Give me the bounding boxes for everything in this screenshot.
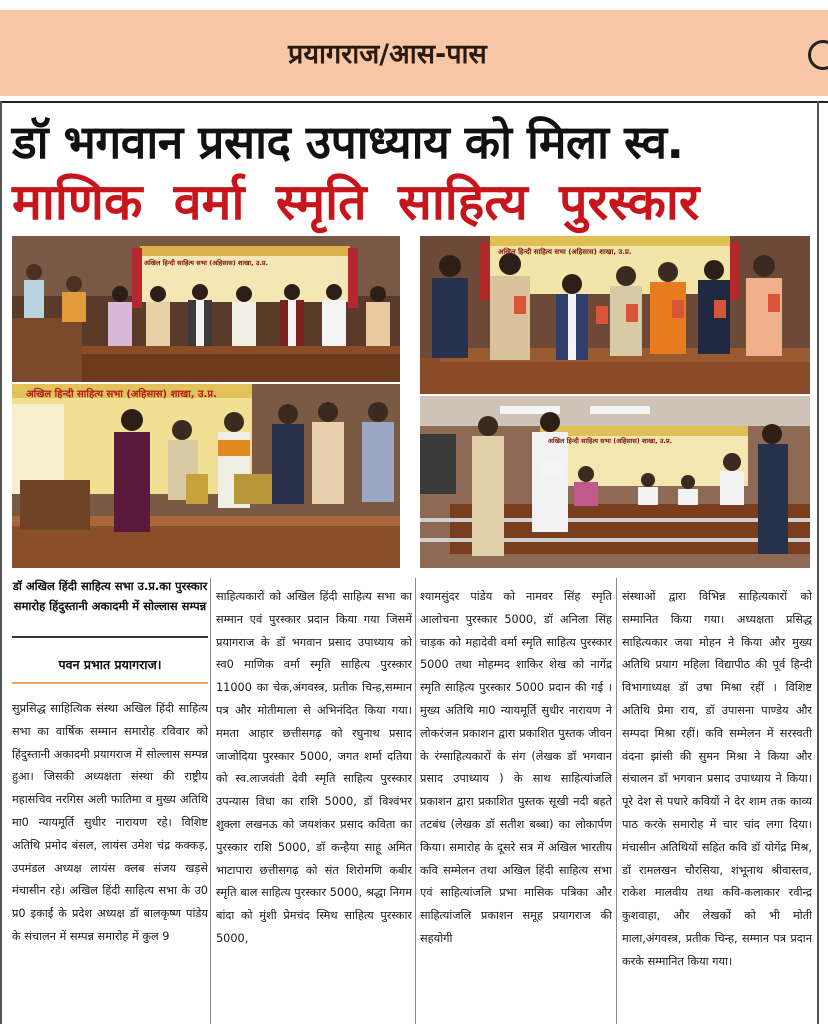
article-column-1: सुप्रसिद्ध साहित्यिक संस्था अखिल हिंदी साहित्य सभा का वार्षिक सम्मान समारोह रविवार को हिंदुस्तानी अकादमी प्रयागराज में सोल्लास सम्पन्न हुआ। जिसकी अध्यक्षता संस्था की राष्ट्रीय महासचिव नरगिस अली फातिमा व मुख्य अतिथि मा0 न्यायमूर्ति सुधीर नारायण रहे। विशिष्ट अतिथि प्रमोद बंसल, लायंस उमेश चंद्र कक्कड़, उपमंडल अध्यक्ष लायंस क्लब संजय खड़से मंचासीन रहे। अखिल हिंदी साहित्य सभा के उ0 प्र0 इकाई के प्रदेश अध्यक्ष डॉ बालकृष्ण पांडेय के संचालन में सम्पन्न समारोह में कुल 9 xyxy=(12,702,208,943)
byline-divider xyxy=(12,682,208,684)
column-divider xyxy=(210,578,211,1024)
column-divider xyxy=(616,578,617,1024)
caption-divider xyxy=(12,636,208,638)
section-header-band xyxy=(0,0,828,100)
article-column-2: साहित्यकारों को अखिल हिंदी साहित्य सभा का सम्मान एवं पुरस्कार प्रदान किया गया जिसमें प्रयागराज के डॉ भगवान प्रसाद उपाध्याय को स्व0 माणिक वर्मा स्मृति साहित्य पुरस्कार 11000 का चेक,अंगवस्त्र, प्रतीक चिन्ह,सम्मान पत्र और मोतीमाला से अभिनंदित किया गया। ममता आहार छत्तीसगढ़ को रघुनाथ प्रसाद जाजोदिया पुरस्कार 5000, जगत शर्मा दतिया को स्व.लाजवंती देवी स्मृति साहित्य पुरस्कार उपन्यास विधा का राशि 5000, डॉ विश्वंभर शुक्ला लखनऊ को जयशंकर प्रसाद कविता का पुरस्कार राशि 5000, डॉ कन्हैया साहू अमित भाटापारा छत्तीसगढ़ को संत शिरोमणि कबीर स्मृति बाल साहित्य पुरस्कार 5000, श्रद्धा निगम बांदा को मुंशी प्रेमचंद स्मिथ साहित्य पुरस्कार 5000, xyxy=(216,590,412,945)
photo-certificate-handover xyxy=(420,396,810,568)
photo-book-release xyxy=(420,236,810,394)
byline: पवन प्रभात प्रयागराज। xyxy=(58,657,162,672)
headline-line-2: माणिक वर्मा स्मृति साहित्य पुरस्कार xyxy=(12,173,700,231)
photo-award-ceremony-stage xyxy=(12,236,400,382)
photo-plaque-presentation xyxy=(12,384,400,568)
photo-caption: डॉ अखिल हिंदी साहित्य सभा उ.प्र.का पुरस्कार समारोह हिंदुस्तानी अकादमी में सोल्लास सम्पन्न xyxy=(12,579,208,613)
column-divider xyxy=(415,578,416,1024)
banner-text: अखिल हिन्दी साहित्य सभा (अहिसास) शाखा, उ.प्र. xyxy=(548,437,673,445)
article-column-3: श्यामसुंदर पांडेय को नामवर सिंह स्मृति आलोचना पुरस्कार 5000, डॉ अनिला सिंह चाड़क को महादेवी वर्मा स्मृति साहित्य पुरस्कार 5000 तथा मोहम्मद शाकिर शेख को नागेंद्र स्मृति साहित्य पुरस्कार 5000 प्रदान की गई । मुख्य अतिथि मा0 न्यायमूर्ति सुधीर नारायण ने लोकरंजन प्रकाशन द्वारा प्रकाशित पुस्तक जीवन के रंग्साहित्यकारों के संग (लेखक डॉ भगवान प्रसाद उपाध्याय ) के साथ साहित्यांजलि प्रकाशन द्वारा प्रकाशित पुस्तक सूखी नदी बहते तटबंध (लेखक डॉ सतीश बब्बा) का लोकार्पण किया। समारोह के दूसरे सत्र में अखिल भारतीय कवि सम्मेलन तथा अखिल हिंदी साहित्य सभा एवं साहित्यांजलि प्रभा मासिक पत्रिका और साहित्यांजलि प्रकाशन समूह प्रयागराज की सहयोगी xyxy=(420,590,612,945)
section-label: प्रयागराज/आस-पास xyxy=(288,39,487,70)
headline-line-1: डॉ भगवान प्रसाद उपाध्याय को मिला स्व. xyxy=(12,115,684,169)
banner-text: अखिल हिन्दी साहित्य सभा (अहिसास) शाखा, उ.प्र. xyxy=(498,248,632,256)
page-border-left xyxy=(0,101,2,1024)
page-border-right xyxy=(817,101,819,1024)
header-divider xyxy=(0,101,828,103)
banner-text: अखिल हिन्दी साहित्य सभा (अहिसास) शाखा, उ.प्र. xyxy=(144,259,269,267)
banner-text: अखिल हिन्दी साहित्य सभा (अहिसास) शाखा, उ.प्र. xyxy=(26,389,217,400)
article-column-4: संस्थाओं द्वारा विभिन्न साहित्यकारों को सम्मानित किया गया। अध्यक्षता प्रसिद्ध साहित्यकार जया मोहन ने किया और मुख्य अतिथि प्रयाग महिला विद्यापीठ की पूर्व हिन्दी विभागाध्यक्ष डॉ उषा मिश्रा रहीं । विशिष्ट अतिथि प्रेमा राय, डॉ उपासना पाण्डेय और सम्पदा मिश्रा रहीं। कवि सम्मेलन में सरस्वती वंदना झांसी की सुमन मिश्रा ने किया और संचालन डॉ भगवान प्रसाद उपाध्याय ने किया। पूरे देश से पधारे कवियों ने देर शाम तक काव्य पाठ करके समारोह में चार चांद लगा दिया। मंचासीन अतिथियों सहित कवि डॉ योगेंद्र मिश्र, डॉ रामलखन चौरसिया, शंभूनाथ श्रीवास्तव, राकेश मालवीय तथा कवि-कलाकार रवीन्द्र कुशवाहा, और लेखकों को भी मोती माला,अंगवस्त्र, प्रतीक चिन्ह, सम्मान पत्र प्रदान करके सम्मानित किया गया। xyxy=(622,590,812,968)
